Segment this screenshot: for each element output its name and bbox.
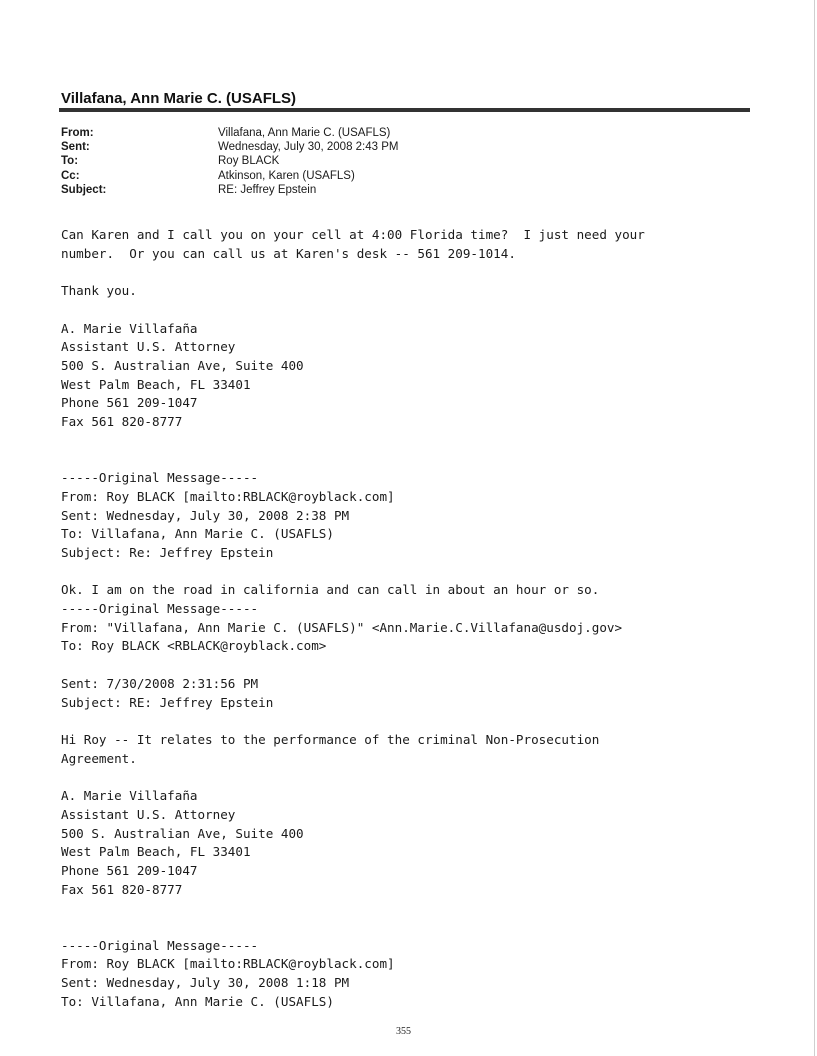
body-line: To: Roy BLACK <RBLACK@royblack.com> — [61, 638, 327, 654]
body-line: 500 S. Australian Ave, Suite 400 — [61, 357, 304, 373]
meta-value: Roy BLACK — [218, 155, 280, 168]
body-line: Assistant U.S. Attorney — [61, 339, 236, 355]
body-line: West Palm Beach, FL 33401 — [61, 844, 251, 860]
body-line: Subject: Re: Jeffrey Epstein — [61, 544, 274, 560]
meta-row-cc — [61, 169, 399, 183]
body-line: From: Roy BLACK [mailto:RBLACK@royblack.com] — [61, 956, 395, 972]
email-meta-block — [61, 126, 399, 197]
body-line: A. Marie Villafaña — [61, 320, 198, 336]
meta-value: Atkinson, Karen (USAFLS) — [218, 169, 355, 182]
body-line: -----Original Message----- — [61, 937, 259, 953]
body-line — [61, 768, 761, 787]
meta-row-from — [61, 126, 399, 140]
body-line: Hi Roy -- It relates to the performance of the criminal Non-Prosecution — [61, 731, 600, 747]
body-line: Fax 561 820-8777 — [61, 881, 183, 897]
body-line: -----Original Message----- — [61, 470, 259, 486]
meta-value: RE: Jeffrey Epstein — [218, 183, 317, 196]
sender-header-name: Villafana, Ann Marie C. (USAFLS) — [61, 90, 297, 107]
body-line: Can Karen and I call you on your cell at 4:00 Florida time? I just need your — [61, 227, 645, 242]
body-line — [61, 450, 761, 469]
body-line: From: Roy BLACK [mailto:RBLACK@royblack.com] — [61, 488, 395, 504]
page-edge-line — [814, 0, 815, 1056]
meta-row-to — [61, 154, 399, 168]
meta-value: Wednesday, July 30, 2008 2:43 PM — [218, 141, 399, 154]
email-body — [61, 226, 761, 1012]
meta-label: Subject: — [61, 183, 107, 196]
body-line: Phone 561 209-1047 — [61, 862, 198, 878]
body-line: Thank you. — [61, 283, 137, 299]
body-line: To: Villafana, Ann Marie C. (USAFLS) — [61, 526, 334, 542]
body-line: West Palm Beach, FL 33401 — [61, 376, 251, 392]
body-line — [61, 899, 761, 918]
meta-row-subject — [61, 183, 399, 197]
body-line — [61, 563, 761, 582]
body-line: -----Original Message----- — [61, 601, 259, 617]
meta-label: From: — [61, 127, 94, 139]
body-line: A. Marie Villafaña — [61, 788, 198, 804]
body-line: Sent: Wednesday, July 30, 2008 2:38 PM — [61, 507, 350, 523]
body-line: Ok. I am on the road in california and can call in about an hour or so. — [61, 582, 600, 598]
body-line: Sent: Wednesday, July 30, 2008 1:18 PM — [61, 975, 350, 991]
meta-row-sent — [61, 140, 399, 154]
body-line: Sent: 7/30/2008 2:31:56 PM — [61, 675, 259, 691]
body-line — [61, 263, 761, 282]
body-line: Subject: RE: Jeffrey Epstein — [61, 694, 274, 710]
body-line — [61, 712, 761, 731]
meta-value: Villafana, Ann Marie C. (USAFLS) — [218, 127, 391, 139]
meta-label: To: — [61, 155, 79, 168]
body-line: Agreement. — [61, 750, 137, 766]
body-line: Assistant U.S. Attorney — [61, 806, 236, 822]
body-line — [61, 656, 761, 675]
meta-label: Sent: — [61, 141, 90, 154]
body-line: Fax 561 820-8777 — [61, 414, 183, 430]
meta-label: Cc: — [61, 169, 80, 182]
header-rule — [59, 108, 750, 112]
body-line — [61, 918, 761, 937]
body-line — [61, 301, 761, 320]
body-line: number. Or you can call us at Karen's desk -- 561 209-1014. — [61, 245, 516, 261]
body-line: To: Villafana, Ann Marie C. (USAFLS) — [61, 993, 334, 1009]
body-line: From: "Villafana, Ann Marie C. (USAFLS)" <Ann.Marie.C.Villafana@usdoj.gov> — [61, 619, 623, 635]
body-line: 500 S. Australian Ave, Suite 400 — [61, 825, 304, 841]
body-line — [61, 432, 761, 451]
page-number: 355 — [396, 1026, 411, 1037]
body-line: Phone 561 209-1047 — [61, 395, 198, 411]
